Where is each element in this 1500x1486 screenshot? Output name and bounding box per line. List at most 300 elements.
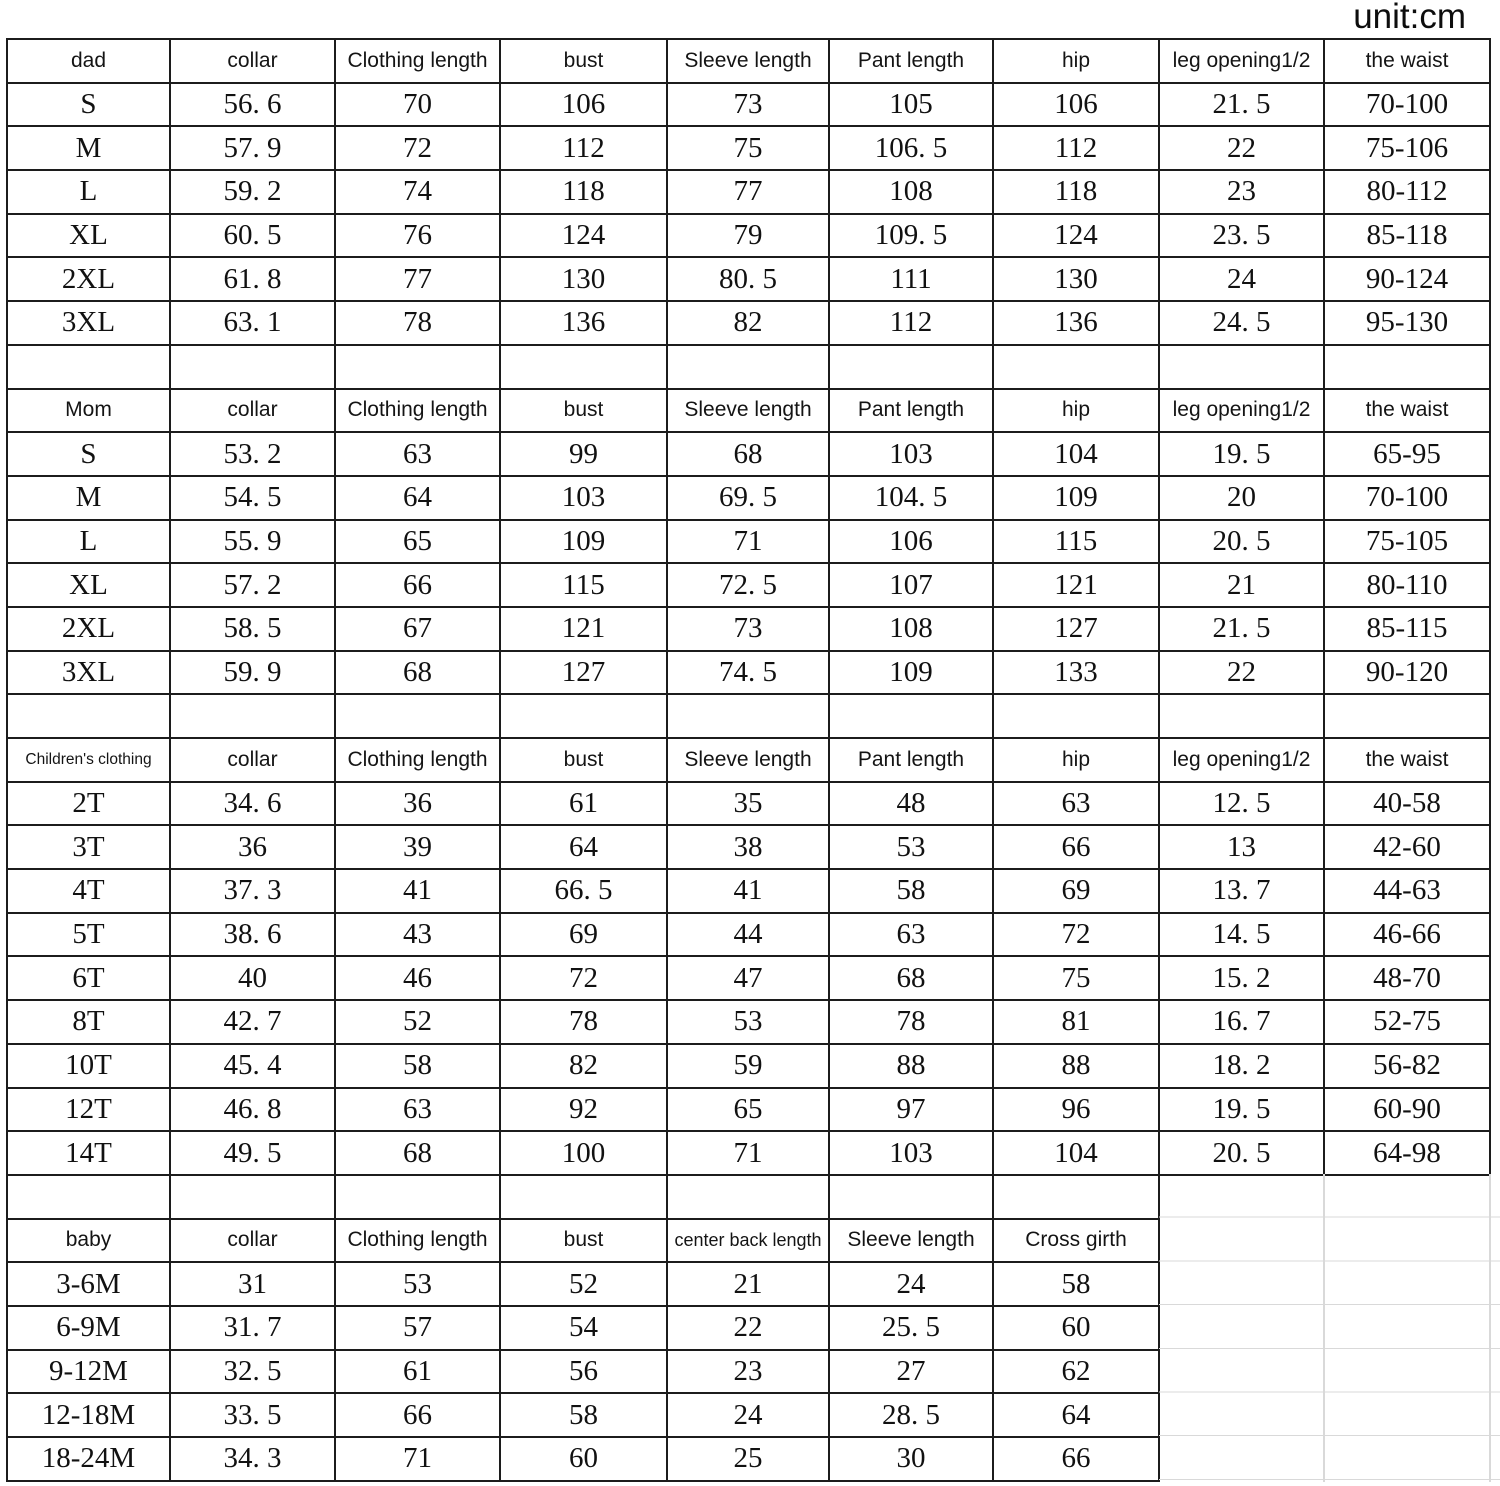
dad-row-3XL [7, 301, 1490, 345]
value-cell: 20 [1159, 476, 1324, 520]
baby-row-12-18M [7, 1393, 1159, 1437]
value-cell: 70-100 [1324, 83, 1490, 127]
value-cell: 71 [667, 520, 829, 564]
mom-row-L [7, 520, 1490, 564]
mom-row-S [7, 432, 1490, 476]
column-header: leg opening1/2 [1159, 39, 1324, 83]
value-cell: 59 [667, 1044, 829, 1088]
column-header: collar [170, 389, 335, 433]
value-cell: 21 [1159, 563, 1324, 607]
value-cell: 28. 5 [829, 1393, 993, 1437]
separator-cell [170, 1175, 335, 1219]
separator-cell [170, 345, 335, 389]
value-cell: 53 [335, 1262, 500, 1306]
children-header-row [7, 738, 1490, 782]
baby-row-3-6M [7, 1262, 1159, 1306]
value-cell: 78 [829, 1000, 993, 1044]
value-cell: 40-58 [1324, 782, 1490, 826]
value-cell: 13 [1159, 825, 1324, 869]
value-cell: 73 [667, 83, 829, 127]
value-cell: 52-75 [1324, 1000, 1490, 1044]
value-cell: 56-82 [1324, 1044, 1490, 1088]
size-cell: 3XL [7, 651, 170, 695]
value-cell: 45. 4 [170, 1044, 335, 1088]
value-cell: 109 [500, 520, 667, 564]
value-cell: 31. 7 [170, 1306, 335, 1350]
separator-cell [7, 1175, 170, 1219]
size-cell: L [7, 170, 170, 214]
column-header: Clothing length [335, 389, 500, 433]
size-cell: 3-6M [7, 1262, 170, 1306]
separator-cell [500, 345, 667, 389]
column-header: center back length [667, 1219, 829, 1263]
value-cell: 56. 6 [170, 83, 335, 127]
value-cell: 68 [335, 1131, 500, 1175]
value-cell: 90-124 [1324, 257, 1490, 301]
value-cell: 118 [500, 170, 667, 214]
value-cell: 77 [667, 170, 829, 214]
value-cell: 16. 7 [1159, 1000, 1324, 1044]
value-cell: 80-112 [1324, 170, 1490, 214]
separator-cell [170, 694, 335, 738]
value-cell: 20. 5 [1159, 520, 1324, 564]
children-section-label: Children's clothing [7, 738, 170, 782]
dad-row-S [7, 83, 1490, 127]
size-cell: 9-12M [7, 1350, 170, 1394]
value-cell: 44 [667, 913, 829, 957]
size-cell: 5T [7, 913, 170, 957]
value-cell: 130 [500, 257, 667, 301]
size-cell: 8T [7, 1000, 170, 1044]
column-header: leg opening1/2 [1159, 738, 1324, 782]
children-row-5T [7, 913, 1490, 957]
separator-cell [829, 1175, 993, 1219]
column-header: the waist [1324, 738, 1490, 782]
size-cell: 6-9M [7, 1306, 170, 1350]
value-cell: 37. 3 [170, 869, 335, 913]
value-cell: 59. 9 [170, 651, 335, 695]
value-cell: 76 [335, 214, 500, 258]
value-cell: 103 [829, 1131, 993, 1175]
value-cell: 92 [500, 1088, 667, 1132]
size-cell: 4T [7, 869, 170, 913]
baby-size-table [6, 1174, 1160, 1482]
size-cell: 12T [7, 1088, 170, 1132]
baby-row-18-24M [7, 1437, 1159, 1481]
value-cell: 69 [993, 869, 1159, 913]
value-cell: 23 [1159, 170, 1324, 214]
value-cell: 75 [993, 956, 1159, 1000]
value-cell: 43 [335, 913, 500, 957]
column-header: Clothing length [335, 1219, 500, 1263]
value-cell: 41 [667, 869, 829, 913]
value-cell: 109 [829, 651, 993, 695]
value-cell: 49. 5 [170, 1131, 335, 1175]
column-header: Sleeve length [667, 389, 829, 433]
value-cell: 106 [829, 520, 993, 564]
column-header: bust [500, 738, 667, 782]
value-cell: 53 [829, 825, 993, 869]
value-cell: 115 [500, 563, 667, 607]
separator-cell [335, 1175, 500, 1219]
value-cell: 12. 5 [1159, 782, 1324, 826]
value-cell: 106 [500, 83, 667, 127]
value-cell: 34. 3 [170, 1437, 335, 1481]
column-header: the waist [1324, 389, 1490, 433]
value-cell: 41 [335, 869, 500, 913]
separator-cell [335, 345, 500, 389]
value-cell: 121 [500, 607, 667, 651]
value-cell: 20. 5 [1159, 1131, 1324, 1175]
value-cell: 22 [1159, 126, 1324, 170]
column-header: hip [993, 738, 1159, 782]
size-cell: M [7, 126, 170, 170]
value-cell: 64-98 [1324, 1131, 1490, 1175]
size-cell: 18-24M [7, 1437, 170, 1481]
children-row-14T [7, 1131, 1490, 1175]
value-cell: 109 [993, 476, 1159, 520]
value-cell: 53. 2 [170, 432, 335, 476]
dad-header-row [7, 39, 1490, 83]
baby-header-row [7, 1219, 1159, 1263]
children-row-4T [7, 869, 1490, 913]
value-cell: 63. 1 [170, 301, 335, 345]
value-cell: 68 [667, 432, 829, 476]
value-cell: 99 [500, 432, 667, 476]
value-cell: 21 [667, 1262, 829, 1306]
value-cell: 54. 5 [170, 476, 335, 520]
mom-size-table [6, 388, 1491, 740]
column-header: bust [500, 1219, 667, 1263]
value-cell: 64 [500, 825, 667, 869]
value-cell: 108 [829, 170, 993, 214]
value-cell: 36 [170, 825, 335, 869]
value-cell: 57. 2 [170, 563, 335, 607]
value-cell: 69 [500, 913, 667, 957]
value-cell: 63 [829, 913, 993, 957]
separator-cell [500, 1175, 667, 1219]
value-cell: 118 [993, 170, 1159, 214]
value-cell: 82 [667, 301, 829, 345]
value-cell: 77 [335, 257, 500, 301]
value-cell: 72 [993, 913, 1159, 957]
value-cell: 48-70 [1324, 956, 1490, 1000]
value-cell: 27 [829, 1350, 993, 1394]
value-cell: 60 [993, 1306, 1159, 1350]
value-cell: 74. 5 [667, 651, 829, 695]
value-cell: 63 [335, 432, 500, 476]
value-cell: 58 [993, 1262, 1159, 1306]
value-cell: 82 [500, 1044, 667, 1088]
column-header: collar [170, 39, 335, 83]
value-cell: 56 [500, 1350, 667, 1394]
size-cell: 10T [7, 1044, 170, 1088]
children-row-12T [7, 1088, 1490, 1132]
value-cell: 106 [993, 83, 1159, 127]
value-cell: 65 [667, 1088, 829, 1132]
column-header: Sleeve length [829, 1219, 993, 1263]
value-cell: 64 [335, 476, 500, 520]
value-cell: 78 [335, 301, 500, 345]
separator-cell [7, 694, 170, 738]
value-cell: 52 [500, 1262, 667, 1306]
value-cell: 25. 5 [829, 1306, 993, 1350]
value-cell: 109. 5 [829, 214, 993, 258]
value-cell: 72 [335, 126, 500, 170]
value-cell: 124 [500, 214, 667, 258]
value-cell: 57 [335, 1306, 500, 1350]
value-cell: 67 [335, 607, 500, 651]
children-row-6T [7, 956, 1490, 1000]
value-cell: 59. 2 [170, 170, 335, 214]
column-header: leg opening1/2 [1159, 389, 1324, 433]
value-cell: 42. 7 [170, 1000, 335, 1044]
separator-cell [829, 345, 993, 389]
value-cell: 63 [335, 1088, 500, 1132]
value-cell: 58 [335, 1044, 500, 1088]
column-header: Clothing length [335, 39, 500, 83]
value-cell: 133 [993, 651, 1159, 695]
value-cell: 72 [500, 956, 667, 1000]
value-cell: 70 [335, 83, 500, 127]
value-cell: 64 [993, 1393, 1159, 1437]
size-cell: L [7, 520, 170, 564]
value-cell: 57. 9 [170, 126, 335, 170]
value-cell: 24 [829, 1262, 993, 1306]
value-cell: 68 [335, 651, 500, 695]
mom-section-label: Mom [7, 389, 170, 433]
value-cell: 85-115 [1324, 607, 1490, 651]
value-cell: 108 [829, 607, 993, 651]
value-cell: 24 [1159, 257, 1324, 301]
value-cell: 100 [500, 1131, 667, 1175]
value-cell: 23 [667, 1350, 829, 1394]
value-cell: 14. 5 [1159, 913, 1324, 957]
separator-cell [1159, 694, 1324, 738]
value-cell: 66 [993, 825, 1159, 869]
size-cell: 3XL [7, 301, 170, 345]
separator-cell [1324, 345, 1490, 389]
value-cell: 38. 6 [170, 913, 335, 957]
separator-row [7, 694, 1490, 738]
value-cell: 112 [500, 126, 667, 170]
size-cell: 2XL [7, 607, 170, 651]
column-header: bust [500, 389, 667, 433]
value-cell: 58 [500, 1393, 667, 1437]
value-cell: 58 [829, 869, 993, 913]
value-cell: 79 [667, 214, 829, 258]
value-cell: 88 [993, 1044, 1159, 1088]
value-cell: 69. 5 [667, 476, 829, 520]
children-row-2T [7, 782, 1490, 826]
column-header: Cross girth [993, 1219, 1159, 1263]
unit-label: unit:cm [1353, 0, 1466, 36]
children-row-3T [7, 825, 1490, 869]
column-header: Pant length [829, 389, 993, 433]
column-header: Pant length [829, 738, 993, 782]
value-cell: 65-95 [1324, 432, 1490, 476]
value-cell: 80. 5 [667, 257, 829, 301]
column-header: bust [500, 39, 667, 83]
value-cell: 22 [1159, 651, 1324, 695]
value-cell: 19. 5 [1159, 432, 1324, 476]
size-cell: 12-18M [7, 1393, 170, 1437]
value-cell: 46-66 [1324, 913, 1490, 957]
column-header: hip [993, 389, 1159, 433]
dad-row-XL [7, 214, 1490, 258]
value-cell: 21. 5 [1159, 83, 1324, 127]
value-cell: 136 [500, 301, 667, 345]
value-cell: 106. 5 [829, 126, 993, 170]
value-cell: 81 [993, 1000, 1159, 1044]
value-cell: 31 [170, 1262, 335, 1306]
value-cell: 121 [993, 563, 1159, 607]
value-cell: 40 [170, 956, 335, 1000]
value-cell: 13. 7 [1159, 869, 1324, 913]
value-cell: 61. 8 [170, 257, 335, 301]
size-cell: 6T [7, 956, 170, 1000]
value-cell: 34. 6 [170, 782, 335, 826]
size-cell: XL [7, 563, 170, 607]
column-header: collar [170, 738, 335, 782]
baby-row-6-9M [7, 1306, 1159, 1350]
value-cell: 24 [667, 1393, 829, 1437]
separator-cell [500, 694, 667, 738]
value-cell: 112 [829, 301, 993, 345]
mom-header-row [7, 389, 1490, 433]
value-cell: 78 [500, 1000, 667, 1044]
value-cell: 75-105 [1324, 520, 1490, 564]
separator-cell [667, 694, 829, 738]
value-cell: 72. 5 [667, 563, 829, 607]
value-cell: 55. 9 [170, 520, 335, 564]
column-header: the waist [1324, 39, 1490, 83]
mom-row-XL [7, 563, 1490, 607]
value-cell: 60-90 [1324, 1088, 1490, 1132]
dad-section-label: dad [7, 39, 170, 83]
value-cell: 46 [335, 956, 500, 1000]
separator-cell [829, 694, 993, 738]
value-cell: 35 [667, 782, 829, 826]
value-cell: 130 [993, 257, 1159, 301]
spreadsheet-gridlines [1159, 1174, 1500, 1482]
value-cell: 39 [335, 825, 500, 869]
column-header: Sleeve length [667, 39, 829, 83]
value-cell: 112 [993, 126, 1159, 170]
children-size-table [6, 737, 1491, 1176]
value-cell: 66. 5 [500, 869, 667, 913]
value-cell: 127 [993, 607, 1159, 651]
size-cell: 2T [7, 782, 170, 826]
value-cell: 111 [829, 257, 993, 301]
size-cell: 2XL [7, 257, 170, 301]
value-cell: 23. 5 [1159, 214, 1324, 258]
value-cell: 127 [500, 651, 667, 695]
value-cell: 65 [335, 520, 500, 564]
separator-row [7, 1175, 1159, 1219]
value-cell: 46. 8 [170, 1088, 335, 1132]
value-cell: 22 [667, 1306, 829, 1350]
baby-section-label: baby [7, 1219, 170, 1263]
size-cell: S [7, 432, 170, 476]
value-cell: 66 [335, 563, 500, 607]
value-cell: 75-106 [1324, 126, 1490, 170]
value-cell: 21. 5 [1159, 607, 1324, 651]
value-cell: 38 [667, 825, 829, 869]
value-cell: 73 [667, 607, 829, 651]
dad-size-table [6, 38, 1491, 390]
dad-row-L [7, 170, 1490, 214]
value-cell: 90-120 [1324, 651, 1490, 695]
value-cell: 104 [993, 432, 1159, 476]
size-cell: XL [7, 214, 170, 258]
value-cell: 103 [500, 476, 667, 520]
value-cell: 107 [829, 563, 993, 607]
value-cell: 60. 5 [170, 214, 335, 258]
value-cell: 42-60 [1324, 825, 1490, 869]
value-cell: 66 [335, 1393, 500, 1437]
value-cell: 19. 5 [1159, 1088, 1324, 1132]
value-cell: 104 [993, 1131, 1159, 1175]
value-cell: 103 [829, 432, 993, 476]
value-cell: 53 [667, 1000, 829, 1044]
value-cell: 85-118 [1324, 214, 1490, 258]
value-cell: 24. 5 [1159, 301, 1324, 345]
value-cell: 48 [829, 782, 993, 826]
column-header: hip [993, 39, 1159, 83]
children-row-10T [7, 1044, 1490, 1088]
value-cell: 95-130 [1324, 301, 1490, 345]
separator-cell [993, 345, 1159, 389]
separator-cell [667, 1175, 829, 1219]
value-cell: 44-63 [1324, 869, 1490, 913]
value-cell: 70-100 [1324, 476, 1490, 520]
separator-row [7, 345, 1490, 389]
value-cell: 30 [829, 1437, 993, 1481]
separator-cell [1324, 694, 1490, 738]
value-cell: 71 [335, 1437, 500, 1481]
baby-row-9-12M [7, 1350, 1159, 1394]
value-cell: 104. 5 [829, 476, 993, 520]
separator-cell [335, 694, 500, 738]
value-cell: 52 [335, 1000, 500, 1044]
mom-row-M [7, 476, 1490, 520]
value-cell: 15. 2 [1159, 956, 1324, 1000]
size-cell: 14T [7, 1131, 170, 1175]
size-cell: M [7, 476, 170, 520]
value-cell: 33. 5 [170, 1393, 335, 1437]
value-cell: 96 [993, 1088, 1159, 1132]
value-cell: 66 [993, 1437, 1159, 1481]
column-header: Pant length [829, 39, 993, 83]
value-cell: 80-110 [1324, 563, 1490, 607]
value-cell: 88 [829, 1044, 993, 1088]
value-cell: 75 [667, 126, 829, 170]
separator-cell [993, 1175, 1159, 1219]
value-cell: 74 [335, 170, 500, 214]
value-cell: 54 [500, 1306, 667, 1350]
value-cell: 47 [667, 956, 829, 1000]
size-cell: 3T [7, 825, 170, 869]
value-cell: 62 [993, 1350, 1159, 1394]
mom-row-3XL [7, 651, 1490, 695]
column-header: collar [170, 1219, 335, 1263]
value-cell: 60 [500, 1437, 667, 1481]
value-cell: 71 [667, 1131, 829, 1175]
value-cell: 115 [993, 520, 1159, 564]
value-cell: 105 [829, 83, 993, 127]
value-cell: 136 [993, 301, 1159, 345]
